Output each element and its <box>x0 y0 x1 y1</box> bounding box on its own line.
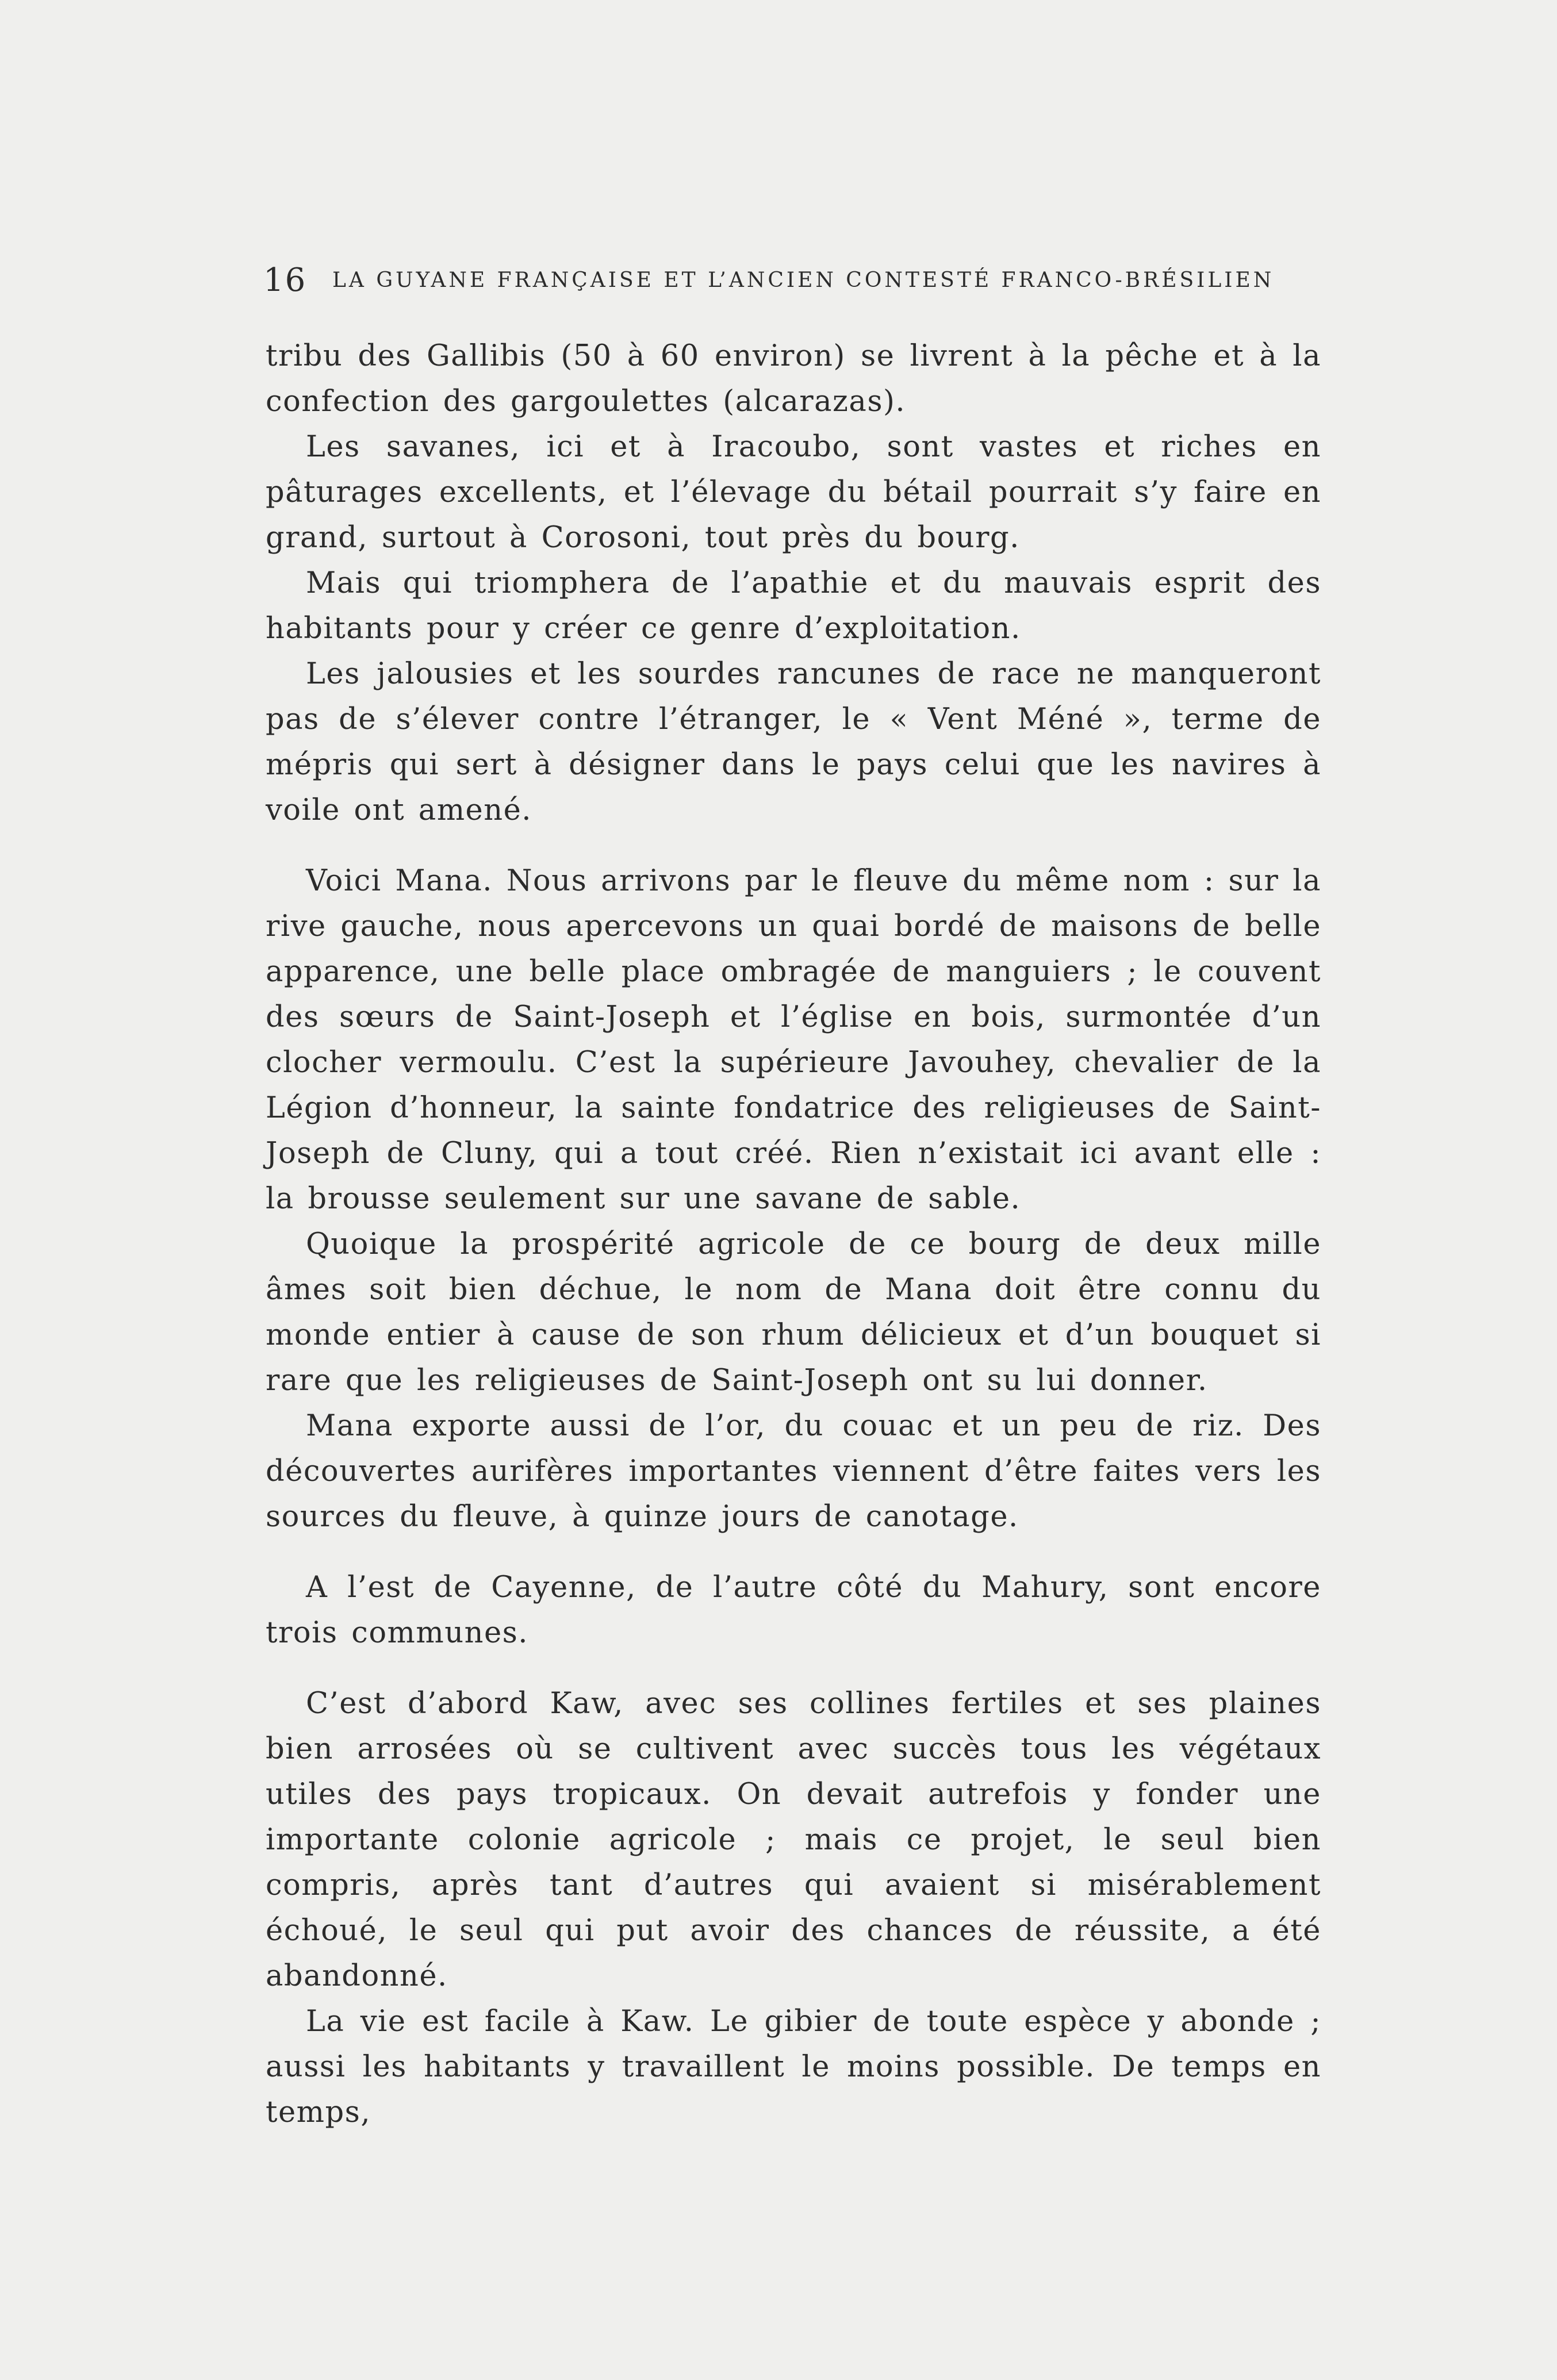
running-title: LA GUYANE FRANÇAISE ET L’ANCIEN CONTESTÉ FRANCO-BRÉSILIEN <box>332 268 1275 292</box>
paragraph-prosperite: Quoique la prospérité agricole de ce bourg de deux mille âmes soit bien déchue, le nom de Mana doit être connu du monde entier à cause de son rhum délicieux et d’un bouquet si rare que les religieuses de Saint-Joseph ont su lui donner. <box>266 1227 1321 1398</box>
paragraph-exports: Mana exporte aussi de l’or, du couac et un peu de riz. Des découvertes aurifères importantes viennent d’être faites vers les sources du fleuve, à quinze jours de canotage. <box>266 1409 1321 1534</box>
paragraph-kaw: C’est d’abord Kaw, avec ses collines fertiles et ses plaines bien arrosées où se cultivent avec succès tous les végétaux utiles des pays tropicaux. On devait autrefois y fonder une importante colonie agricole ; mais ce projet, le seul bien compris, après tant d’autres qui avaient si misérablement échoué, le seul qui put avoir des chances de réussite, a été abandonné. <box>266 1687 1321 1993</box>
paragraph-est-cayenne: A l’est de Cayenne, de l’autre côté du Mahury, sont encore trois communes. <box>266 1571 1321 1650</box>
paragraph-savanes: Les savanes, ici et à Iracoubo, sont vastes et riches en pâturages excellents, et l’élevage du bétail pourrait s’y faire en grand, surtout à Corosoni, tout près du bourg. <box>266 430 1321 555</box>
paragraph-mana: Voici Mana. Nous arrivons par le fleuve du même nom : sur la rive gauche, nous apercevons un quai bordé de maisons de belle apparence, une belle place ombragée de manguiers ; le couvent des sœurs de Saint-Joseph et l’église en bois, surmontée d’un clocher vermoulu. C’est la supérieure Javouhey, chevalier de la Légion d’honneur, la sainte fondatrice des religieuses de Saint-Joseph de Cluny, qui a tout créé. Rien n’existait ici avant elle : la brousse seulement sur une savane de sable. <box>266 864 1321 1216</box>
body-text <box>266 333 1321 2135</box>
paragraph-apathie: Mais qui triomphera de l’apathie et du mauvais esprit des habitants pour y créer ce genre d’exploitation. <box>266 566 1321 646</box>
paragraph-jalousies: Les jalousies et les sourdes rancunes de race ne manqueront pas de s’élever contre l’étranger, le « Vent Méné », terme de mépris qui sert à désigner dans le pays celui que les navires à voile ont amené. <box>266 657 1321 827</box>
running-head <box>263 260 1275 301</box>
paragraph-continuation: tribu des Gallibis (50 à 60 environ) se livrent à la pêche et à la confection des gargoulettes (alcarazas). <box>266 339 1321 419</box>
page-number: 16 <box>263 262 307 299</box>
paragraph-vie-kaw: La vie est facile à Kaw. Le gibier de toute espèce y abonde ; aussi les habitants y travaillent le moins possible. De temps en temps, <box>266 2005 1321 2129</box>
